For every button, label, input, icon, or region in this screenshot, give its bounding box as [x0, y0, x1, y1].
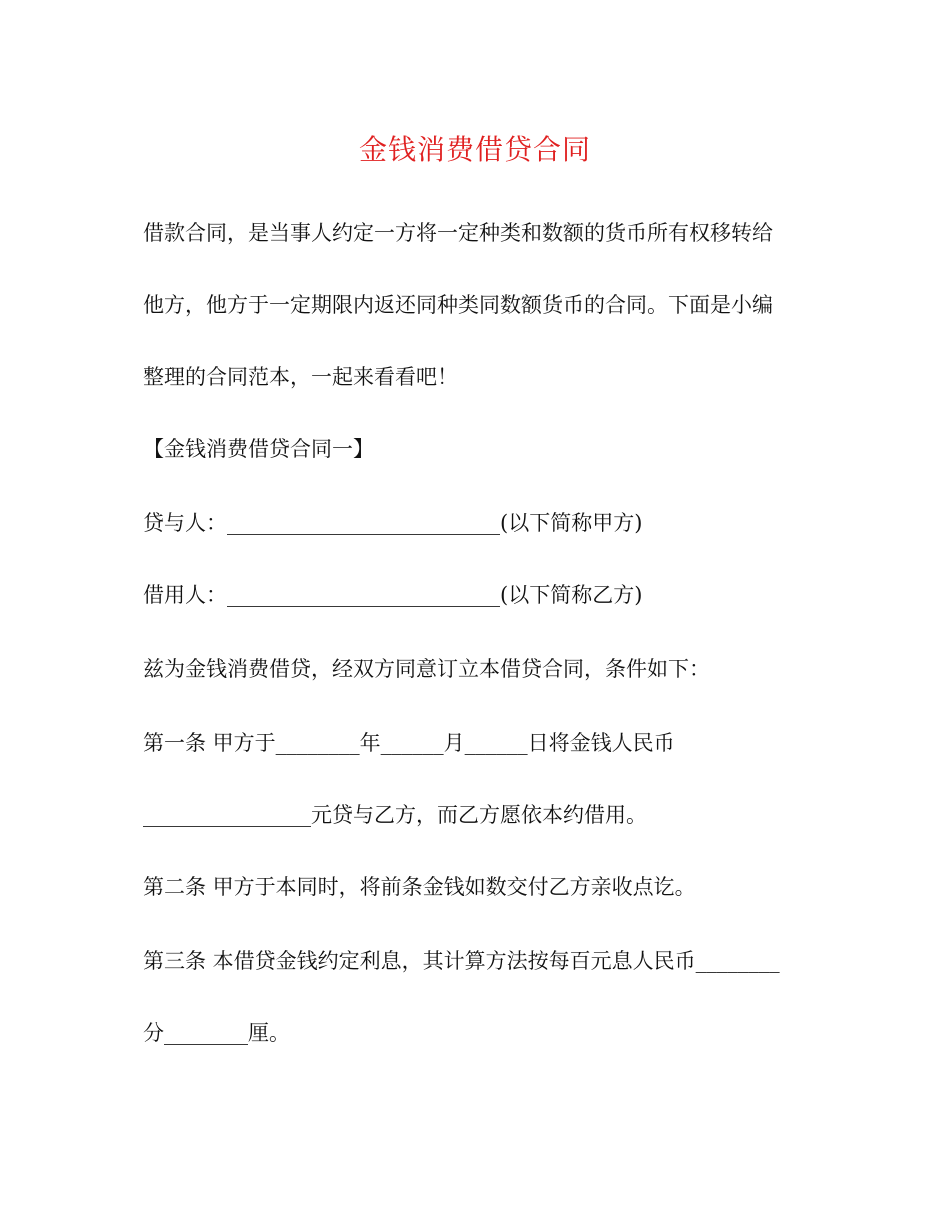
- section-heading: 【金钱消费借贷合同一】: [143, 437, 374, 461]
- article-1-line-1: 第一条 甲方于________年______月______日将金钱人民币: [143, 731, 675, 755]
- preamble-line: 兹为金钱消费借贷，经双方同意订立本借贷合同，条件如下：: [143, 657, 710, 681]
- lender-field-line: 贷与人：__________________________(以下简称甲方): [143, 511, 643, 535]
- article-3-line-2: 分________厘。: [143, 1021, 290, 1045]
- document-title: 金钱消费借贷合同: [358, 133, 591, 166]
- body-line-intro-2: 他方，他方于一定期限内返还同种类同数额货币的合同。下面是小编: [143, 293, 773, 317]
- article-1-line-2: ________________元贷与乙方，而乙方愿依本约借用。: [143, 803, 647, 827]
- borrower-field-line: 借用人：__________________________(以下简称乙方): [143, 583, 643, 607]
- article-2-line: 第二条 甲方于本同时，将前条金钱如数交付乙方亲收点讫。: [143, 875, 696, 899]
- body-line-intro-3: 整理的合同范本，一起来看看吧！: [143, 365, 458, 389]
- body-line-intro-1: 借款合同，是当事人约定一方将一定种类和数额的货币所有权移转给: [143, 221, 773, 245]
- article-3-line-1: 第三条 本借贷金钱约定利息，其计算方法按每百元息人民币________: [143, 949, 780, 973]
